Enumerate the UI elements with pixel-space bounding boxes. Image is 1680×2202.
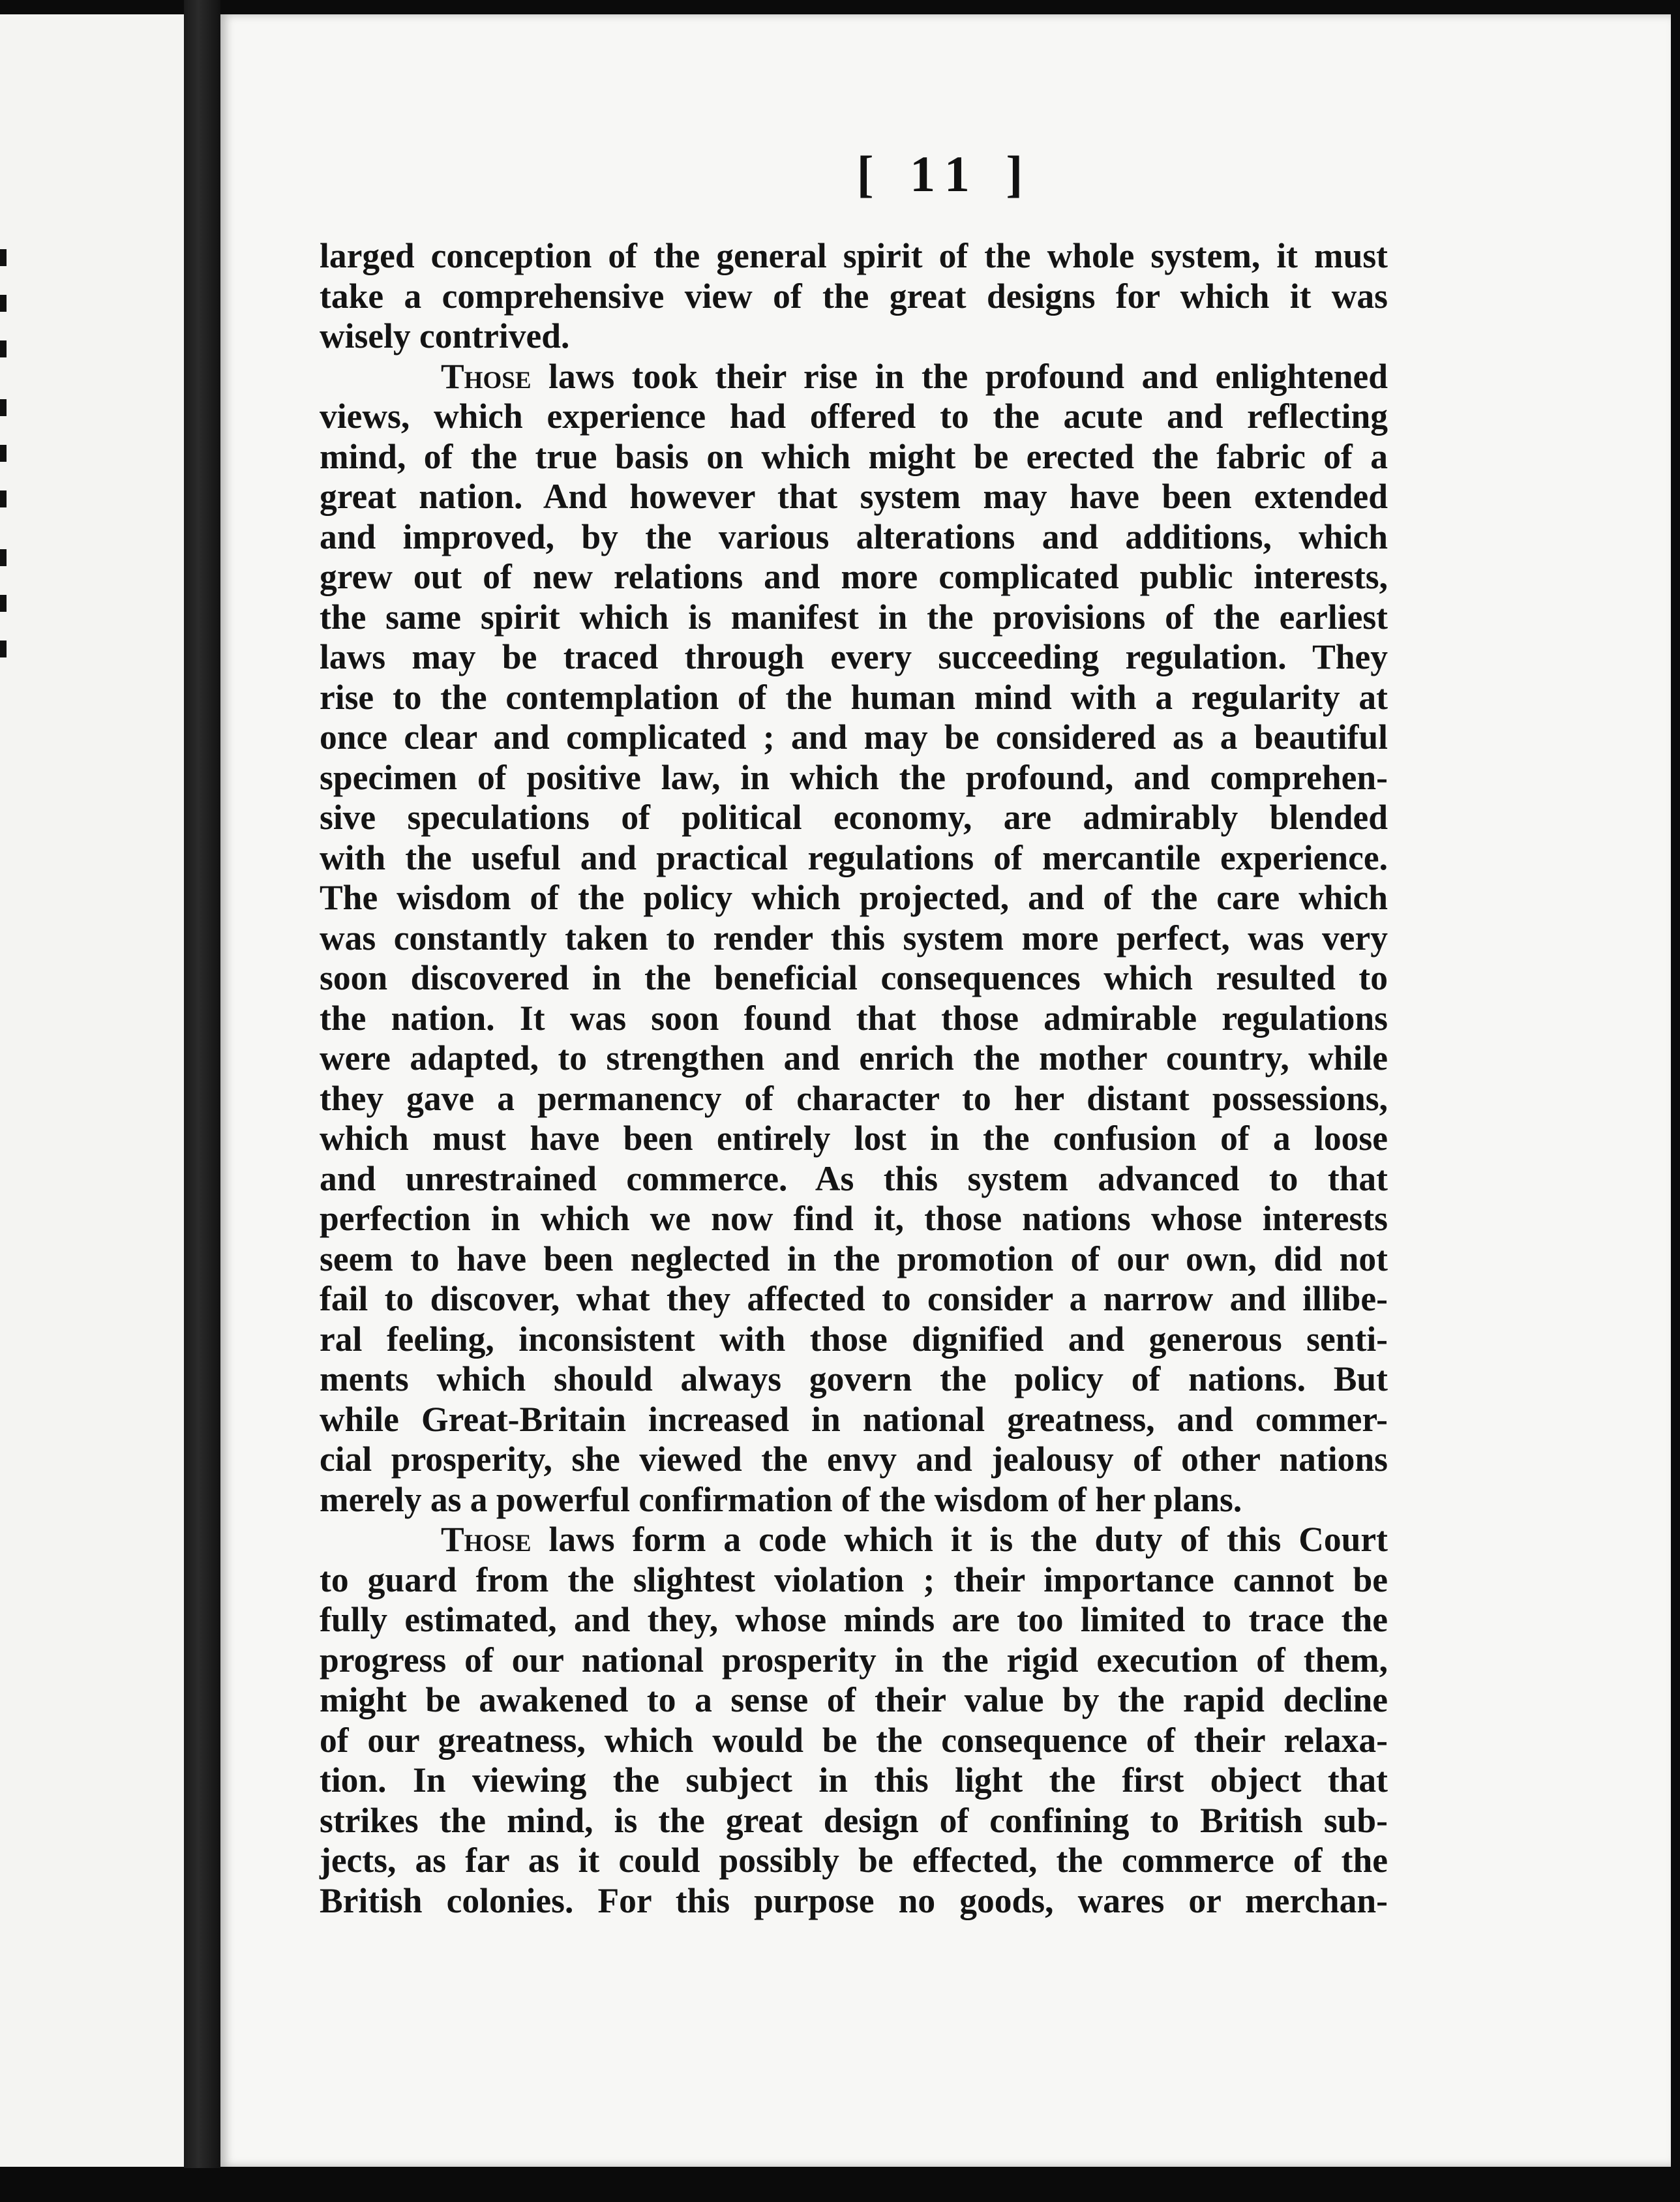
text-line: mind, of the true basis on which might be erected the fabric of a (320, 436, 1388, 476)
page-body (320, 236, 1388, 1921)
text-line: strikes the mind, is the great design of confining to British sub- (320, 1800, 1388, 1840)
text-line: the nation. It was soon found that those admirable regulations (320, 998, 1388, 1038)
text-line: once clear and complicated ; and may be considered as a beautiful (320, 717, 1388, 757)
text-line: while Great-Britain increased in national greatness, and commer- (320, 1399, 1388, 1439)
text-line: perfection in which we now find it, those nations whose interests (320, 1199, 1388, 1238)
lead-line-text: laws took their rise in the profound and enlightened (531, 356, 1388, 396)
text-line: specimen of positive law, in which the profound, and comprehen- (320, 757, 1388, 797)
text-line: soon discovered in the beneficial consequences which resulted to (320, 958, 1388, 997)
text-line: rise to the contemplation of the human mind with a regularity at (320, 677, 1388, 717)
text-line (320, 1520, 1388, 1560)
text-line: great nation. And however that system may have been extended (320, 477, 1388, 516)
text-line: progress of our national prosperity in the rigid execution of them, (320, 1640, 1388, 1680)
text-line (320, 357, 1388, 397)
text-line: they gave a permanency of character to her distant possessions, (320, 1078, 1388, 1118)
text-line: merely as a powerful confirmation of the wisdom of her plans. (320, 1479, 1242, 1519)
text-line: which must have been entirely lost in the confusion of a loose (320, 1119, 1388, 1158)
paragraph-2 (320, 357, 1388, 1520)
text-line: views, which experience had offered to the acute and reflecting (320, 397, 1388, 436)
lead-line-text: laws form a code which it is the duty of this Court (531, 1520, 1388, 1559)
paragraph-3 (320, 1520, 1388, 1921)
text-line: laws may be traced through every succeeding regulation. They (320, 637, 1388, 676)
text-line: to guard from the slightest violation ; their importance cannot be (320, 1560, 1388, 1599)
text-line: and unrestrained commerce. As this system advanced to that (320, 1158, 1388, 1198)
text-line: with the useful and practical regulations of mercantile experience. (320, 837, 1388, 877)
text-line: and improved, by the various alterations and additions, which (320, 517, 1388, 556)
page-number: [ 11 ] (856, 145, 1035, 202)
text-line: ral feeling, inconsistent with those dignified and generous senti- (320, 1319, 1388, 1359)
book-page (220, 14, 1671, 2167)
text-line: were adapted, to strengthen and enrich the mother country, while (320, 1038, 1388, 1078)
lead-word: Those (441, 1520, 532, 1559)
text-line: the same spirit which is manifest in the provisions of the earliest (320, 597, 1388, 637)
text-line: wisely contrived. (320, 316, 570, 355)
paragraph-1 (320, 236, 1388, 357)
text-line: fail to discover, what they affected to consider a narrow and illibe- (320, 1279, 1388, 1318)
text-line: grew out of new relations and more complicated public interests, (320, 557, 1388, 596)
text-line: was constantly taken to render this system more perfect, was very (320, 918, 1388, 958)
text-line: larged conception of the general spirit of the whole system, it must (320, 236, 1388, 275)
lead-word: Those (441, 356, 532, 396)
facing-page-edge (0, 14, 184, 2167)
text-line: tion. In viewing the subject in this light the first object that (320, 1760, 1388, 1800)
text-line: fully estimated, and they, whose minds are too limited to trace the (320, 1600, 1388, 1639)
text-line: British colonies. For this purpose no goods, wares or merchan- (320, 1880, 1388, 1920)
text-line: seem to have been neglected in the promotion of our own, did not (320, 1239, 1388, 1278)
text-line: take a comprehensive view of the great designs for which it was (320, 276, 1388, 316)
text-line: sive speculations of political economy, are admirably blended (320, 798, 1388, 837)
book-gutter (184, 0, 220, 2202)
text-line: ments which should always govern the policy of nations. But (320, 1359, 1388, 1398)
scan-border (0, 2168, 1680, 2202)
text-line: might be awakened to a sense of their value by the rapid decline (320, 1680, 1388, 1719)
text-line: jects, as far as it could possibly be effected, the commerce of the (320, 1841, 1388, 1880)
text-line: cial prosperity, she viewed the envy and jealousy of other nations (320, 1440, 1388, 1479)
text-line: The wisdom of the policy which projected, and of the care which (320, 878, 1388, 917)
text-line: of our greatness, which would be the consequence of their relaxa- (320, 1720, 1388, 1760)
